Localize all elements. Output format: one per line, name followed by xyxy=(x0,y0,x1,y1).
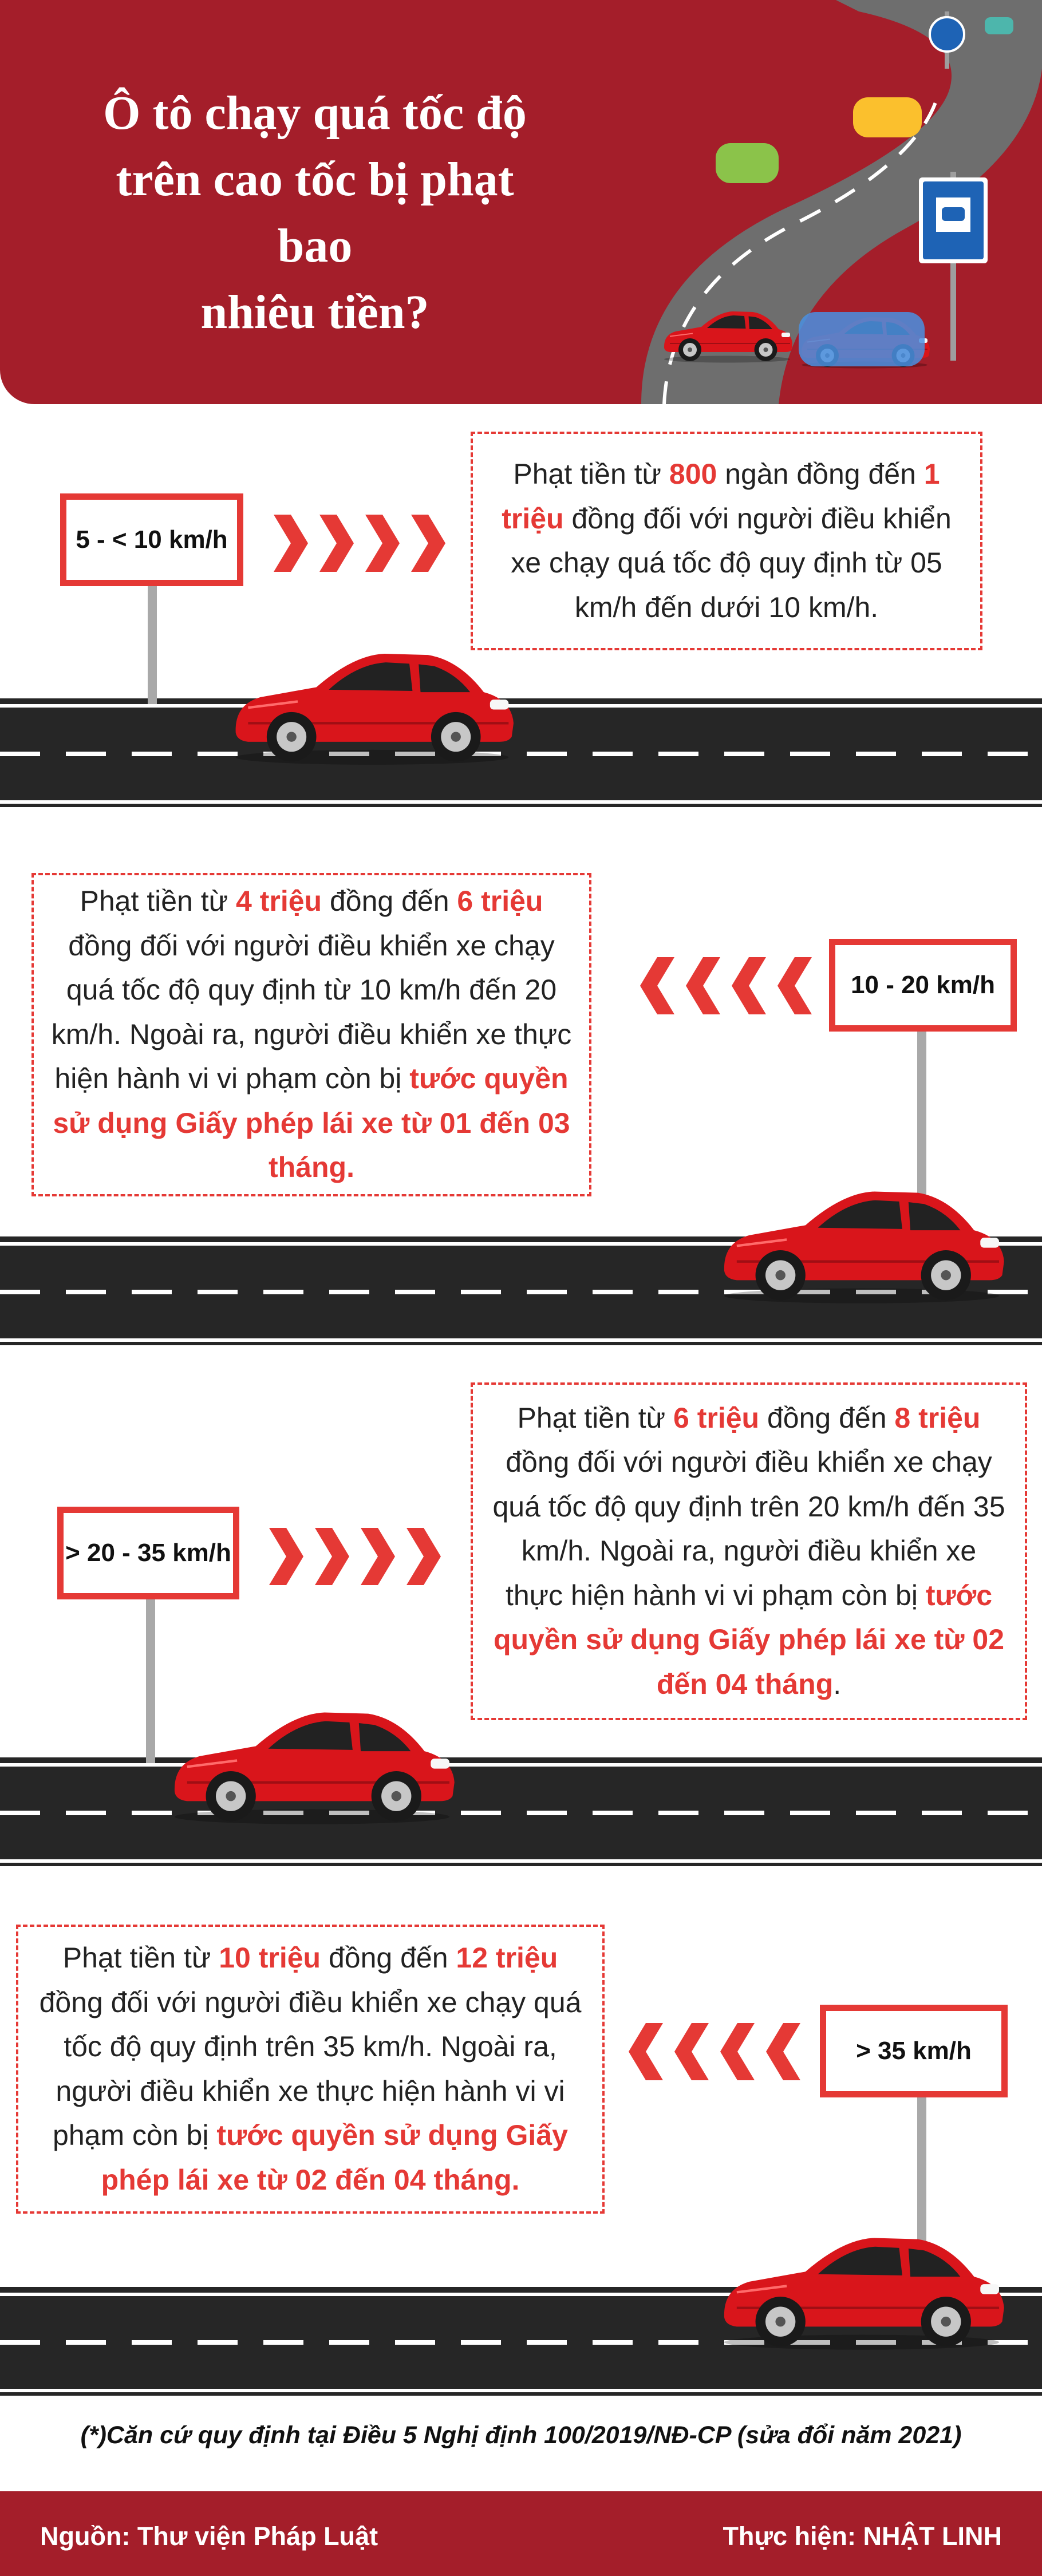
speed-sign-label: > 20 - 35 km/h xyxy=(65,1539,231,1567)
sign-pole xyxy=(146,1591,155,1763)
fine-box-1 xyxy=(471,432,982,650)
sign-pole xyxy=(148,578,157,704)
fine-text-3: Phạt tiền từ 6 triệu đồng đến 8 triệu đồng đối với người điều khiển xe chạy quá tốc độ quy định trên 20 km/h đến 35 km/h. Ngoài ra, người điều khiển xe thực hiện hành vi vi phạm còn bị tước quyền sử dụng Giấy phép lái xe từ 02 đến 04 tháng. xyxy=(492,1401,1005,1700)
chevron-right-icon xyxy=(274,512,451,574)
roundabout-sign-icon xyxy=(930,17,964,52)
fine-text-4: Phạt tiền từ 10 triệu đồng đến 12 triệu đồng đối với người điều khiển xe chạy quá tốc độ quy định trên 35 km/h. Ngoài ra, người điều khiển xe thực hiện hành vi vi phạm còn bị tước quyền sử dụng Giấy phép lái xe từ 02 đến 04 tháng. xyxy=(39,1942,582,2196)
road-band-1 xyxy=(0,698,1042,813)
speed-sign-1 xyxy=(60,493,243,586)
legal-note: (*)Căn cứ quy định tại Điều 5 Nghị định 100/2019/NĐ-CP (sửa đổi năm 2021) xyxy=(80,2421,962,2449)
chevron-right-icon xyxy=(269,1526,447,1587)
car-sign-icon xyxy=(942,207,965,221)
speed-sign-label: 10 - 20 km/h xyxy=(851,971,995,999)
chevron-left-icon xyxy=(634,955,812,1017)
speed-sign-2 xyxy=(829,939,1017,1032)
fine-box-4 xyxy=(16,1925,605,2214)
page-title xyxy=(97,80,532,346)
speed-sign-label: > 35 km/h xyxy=(856,2037,972,2065)
chevron-left-icon xyxy=(623,2021,800,2083)
fine-text-2: Phạt tiền từ 4 triệu đồng đến 6 triệu đồng đối với người điều khiển xe chạy quá tốc độ quy định từ 10 km/h đến 20 km/h. Ngoài ra, người điều khiển xe thực hiện hành vi vi phạm còn bị tước quyền sử dụng Giấy phép lái xe từ 01 đến 03 tháng. xyxy=(51,885,572,1184)
title-line-2: trên cao tốc bị phạt bao xyxy=(116,152,514,272)
speed-sign-3 xyxy=(57,1507,239,1599)
red-car-2 xyxy=(707,1168,1016,1305)
speed-sign-label: 5 - < 10 km/h xyxy=(76,526,228,554)
title-line-1: Ô tô chạy quá tốc độ xyxy=(103,86,527,140)
fine-box-2 xyxy=(31,873,591,1196)
fine-text-1: Phạt tiền từ 800 ngàn đồng đến 1 triệu đồng đối với người điều khiển xe chạy quá tốc độ quy định từ 05 km/h đến dưới 10 km/h. xyxy=(502,458,952,623)
fine-box-3 xyxy=(471,1382,1027,1720)
source-credit: Nguồn: Thư viện Pháp Luật xyxy=(40,2522,378,2551)
title-line-3: nhiêu tiền? xyxy=(200,285,429,339)
red-car-1 xyxy=(223,630,521,767)
header-banner xyxy=(0,0,1042,404)
red-car-4 xyxy=(707,2214,1016,2352)
speed-sign-4 xyxy=(820,2005,1008,2097)
author-credit: Thực hiện: NHẬT LINH xyxy=(723,2522,1002,2551)
red-car-3 xyxy=(155,1689,469,1826)
